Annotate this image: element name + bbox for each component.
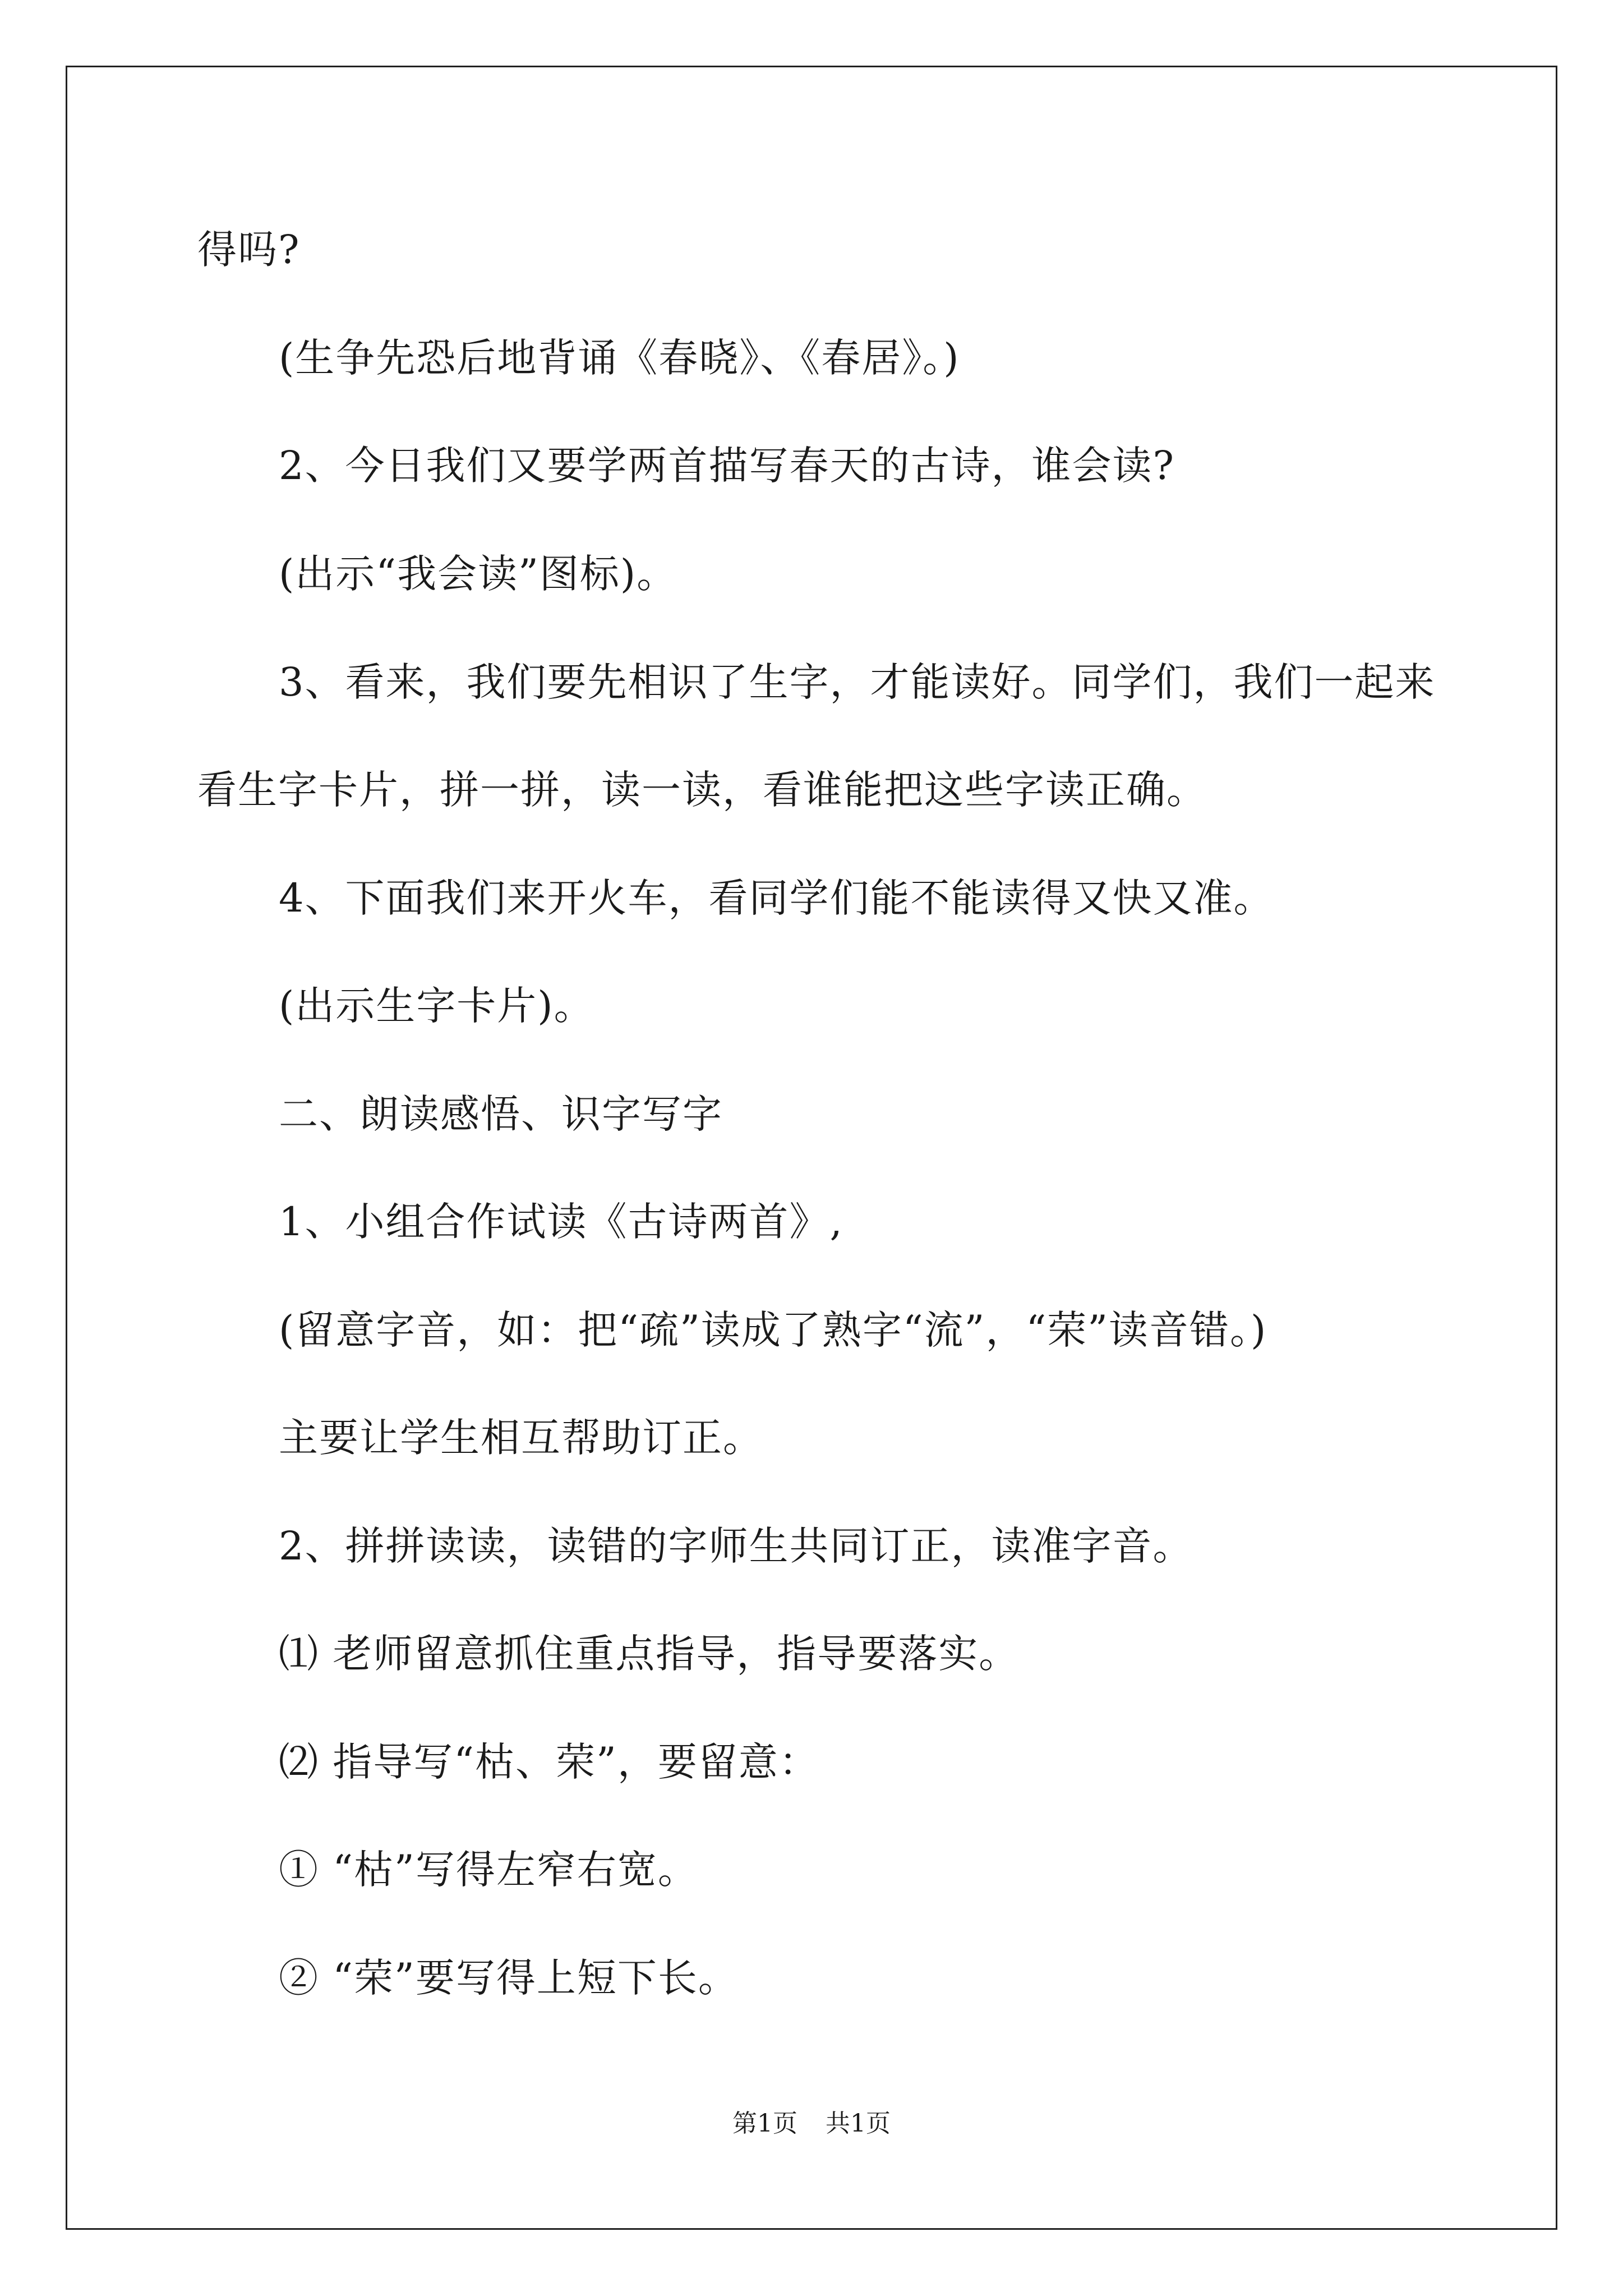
text-line-writing-guide: ⑵ 指导写“枯、荣”，要留意：: [279, 1739, 819, 1785]
text-line-student-recite: (生争先恐后地背诵《春晓》、《春居》。): [279, 335, 960, 381]
text-line-point-2: ② “荣”要写得上短下长。: [279, 1955, 739, 2001]
section-heading-2: 二、朗读感悟、识字写字: [279, 1091, 723, 1137]
text-line-step-2: 2、今日我们又要学两首描写春天的古诗，谁会读?: [279, 443, 1175, 489]
text-line-show-cards: (出示生字卡片)。: [279, 983, 594, 1029]
text-line-step-4: 4、下面我们来开火车，看同学们能不能读得又快又准。: [279, 875, 1274, 921]
text-line-step-3: 3、看来，我们要先相识了生字，才能读好。同学们，我们一起来: [279, 659, 1436, 705]
page-border: [66, 66, 1557, 2230]
page-footer: [0, 2108, 1623, 2139]
text-line-group-read: 1、小组合作试读《古诗两首》,: [279, 1199, 843, 1245]
text-line-continuation: 得吗?: [197, 227, 301, 273]
text-line-point-1: ① “枯”写得左窄右宽。: [279, 1847, 698, 1893]
text-line-pinyin-read: 2、拼拼读读，读错的字师生共同订正，读准字音。: [279, 1523, 1193, 1569]
text-line-step-3-cont: 看生字卡片，拼一拼，读一读，看谁能把这些字读正确。: [197, 767, 1207, 813]
text-line-show-icon: (出示“我会读”图标)。: [279, 551, 677, 597]
page-number: 第1页: [732, 2109, 797, 2138]
text-line-teacher-guide: ⑴ 老师留意抓住重点指导，指导要落实。: [279, 1631, 1020, 1677]
text-line-pronunciation-note: (留意字音，如：把“疏”读成了熟字“流”，“荣”读音错。): [279, 1307, 1267, 1353]
page-total: 共1页: [826, 2109, 891, 2138]
text-line-peer-correct: 主要让学生相互帮助订正。: [279, 1415, 763, 1461]
